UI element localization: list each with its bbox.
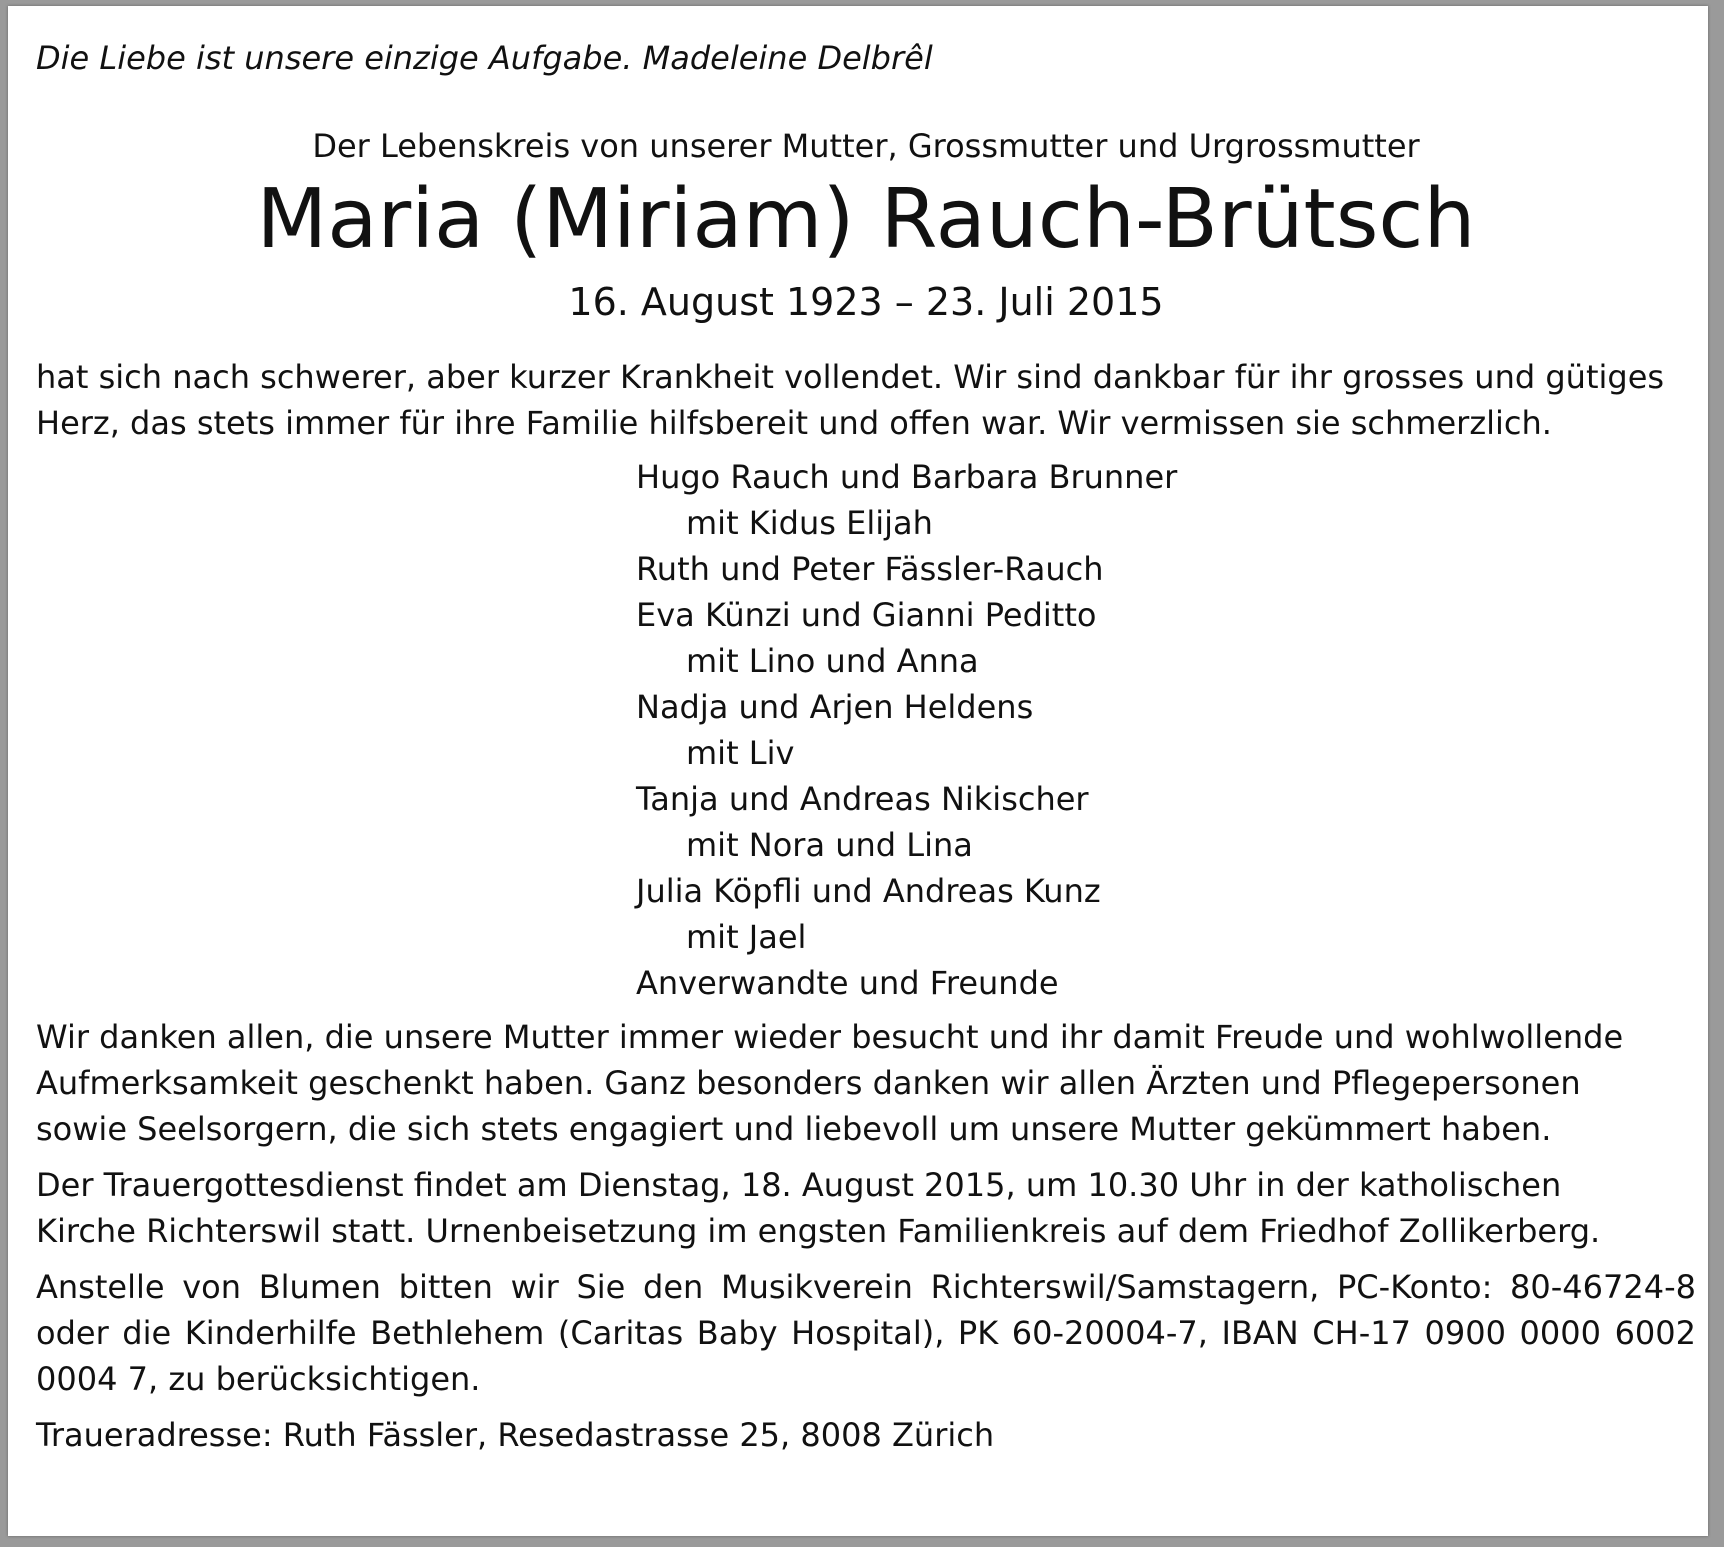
text-line: 0004 7, zu berücksichtigen. (36, 1360, 481, 1398)
family-member: Anverwandte und Freunde (636, 964, 1059, 1002)
family-list (36, 454, 1696, 1006)
text-line: Wir danken allen, die unsere Mutter immer wieder besucht und ihr damit Freude und wohlwollende (36, 1018, 1624, 1056)
text-line: oder die Kinderhilfe Bethlehem (Caritas Baby Hospital), PK 60-20004-7, IBAN CH-17 0900 0000 6002 (36, 1314, 1696, 1352)
text-line: Anstelle von Blumen bitten wir Sie den Musikverein Richterswil/Samstagern, PC-Konto: 80-46724-8 (36, 1268, 1696, 1306)
text-line: Herz, das stets immer für ihre Familie hilfsbereit und offen war. Wir vermissen sie schmerzlich. (36, 404, 1552, 442)
obituary-notice (8, 6, 1708, 1536)
family-member-children: mit Lino und Anna (686, 642, 979, 680)
family-member: Tanja und Andreas Nikischer (636, 780, 1089, 818)
family-member-children: mit Nora und Lina (686, 826, 973, 864)
intro-line: Der Lebenskreis von unserer Mutter, Grossmutter und Urgrossmutter (312, 127, 1420, 165)
text-line: sowie Seelsorgern, die sich stets engagiert und liebevoll um unsere Mutter gekümmert haben. (36, 1110, 1552, 1148)
family-member: Ruth und Peter Fässler-Rauch (636, 550, 1104, 588)
mourning-address: Traueradresse: Ruth Fässler, Resedastrasse 25, 8008 Zürich (36, 1416, 995, 1454)
motto-quote: Die Liebe ist unsere einzige Aufgabe. Madeleine Delbrêl (36, 39, 933, 77)
family-member-children: mit Kidus Elijah (686, 504, 933, 542)
thanks-paragraph (36, 1014, 1696, 1152)
family-member-children: mit Jael (686, 918, 807, 956)
family-member-children: mit Liv (686, 734, 795, 772)
family-member: Eva Künzi und Gianni Peditto (636, 596, 1097, 634)
family-member: Nadja und Arjen Heldens (636, 688, 1034, 726)
text-line: Aufmerksamkeit geschenkt haben. Ganz besonders danken wir allen Ärzten und Pflegepersonen (36, 1064, 1581, 1102)
family-member: Hugo Rauch und Barbara Brunner (636, 458, 1178, 496)
donation-paragraph (36, 1264, 1696, 1402)
text-line: Der Trauergottesdienst findet am Dienstag, 18. August 2015, um 10.30 Uhr in der katholischen (36, 1166, 1562, 1204)
notice-content (36, 38, 1696, 1458)
deceased-name: Maria (Miriam) Rauch-Brütsch (256, 172, 1476, 267)
text-line: Kirche Richterswil statt. Urnenbeisetzung im engsten Familienkreis auf dem Friedhof Zollikerberg. (36, 1212, 1601, 1250)
text-line: hat sich nach schwerer, aber kurzer Krankheit vollendet. Wir sind dankbar für ihr grosses und gütiges (36, 358, 1665, 396)
announcement-paragraph (36, 354, 1696, 446)
life-dates: 16. August 1923 – 23. Juli 2015 (568, 280, 1164, 324)
family-member: Julia Köpfli und Andreas Kunz (636, 872, 1101, 910)
service-paragraph (36, 1162, 1696, 1254)
